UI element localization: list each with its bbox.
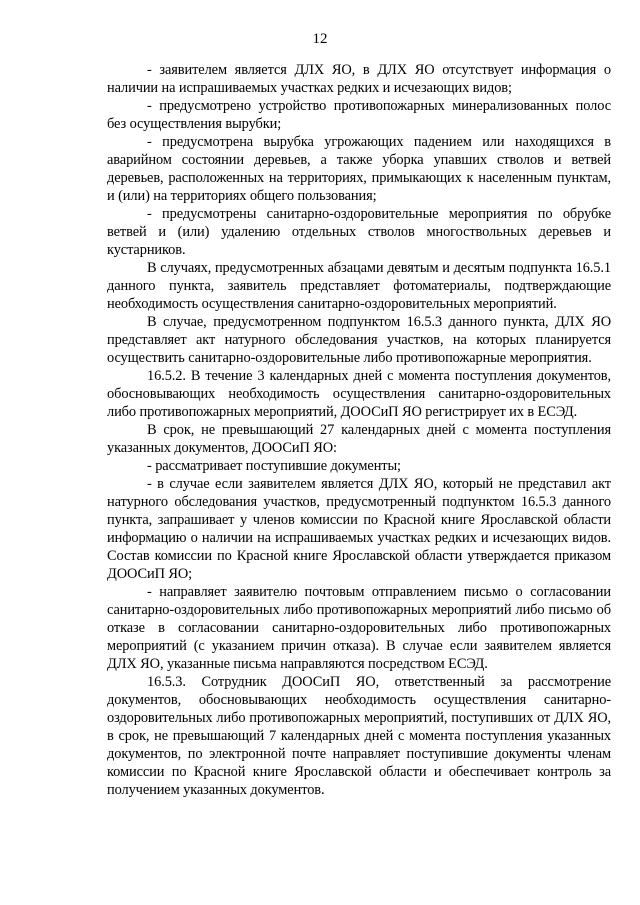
paragraph-7: 16.5.2. В течение 3 календарных дней с момента поступления документов, обосновывающих необходимость осуществления санитарно-оздоровительных либо противопожарных мероприятий, ДООСиП ЯО регистрирует их в ЕСЭД.	[107, 368, 611, 420]
paragraph-3: - предусмотрена вырубка угрожающих падением или находящихся в аварийном состоянии деревьев, а также уборка упавших стволов и ветвей деревьев, расположенных на территориях, примыкающих к населенным пунктам, и (или) на территориях общего пользования;	[107, 134, 611, 204]
paragraph-8: В срок, не превышающий 27 календарных дней с момента поступления указанных документов, ДООСиП ЯО:	[107, 422, 611, 456]
paragraph-6: В случае, предусмотренном подпунктом 16.5.3 данного пункта, ДЛХ ЯО представляет акт натурного обследования участков, на которых планируется осуществить санитарно-оздоровительные либо противопожарные мероприятия.	[107, 314, 611, 366]
paragraph-2: - предусмотрено устройство противопожарных минерализованных полос без осуществления вырубки;	[107, 98, 611, 132]
paragraph-5: В случаях, предусмотренных абзацами девятым и десятым подпункта 16.5.1 данного пункта, заявитель представляет фотоматериалы, подтверждающие необходимость осуществления санитарно-оздоровительных мероприятий.	[107, 260, 611, 312]
paragraph-12: 16.5.3. Сотрудник ДООСиП ЯО, ответственный за рассмотрение документов, обосновывающих необходимость осуществления санитарно-оздоровительных либо противопожарных мероприятий, поступивших от ДЛХ ЯО, в срок, не превышающий 7 календарных дней с момента поступления указанных документов, по электронной почте направляет поступившие документы членам комиссии по Красной книге Ярославской области и обеспечивает контроль за получением указанных документов.	[107, 674, 611, 798]
paragraph-10: - в случае если заявителем является ДЛХ ЯО, который не представил акт натурного обследования участков, предусмотренный подпунктом 16.5.3 данного пункта, запрашивает у членов комиссии по Красной книге Ярославской области информацию о наличии на испрашиваемых участках редких и исчезающих видов. Состав комиссии по Красной книге Ярославской области утверждается приказом ДООСиП ЯО;	[107, 476, 611, 582]
paragraph-9: - рассматривает поступившие документы;	[147, 458, 401, 474]
document-body	[107, 61, 611, 799]
paragraph-1: - заявителем является ДЛХ ЯО, в ДЛХ ЯО отсутствует информация о наличии на испрашиваемых участках редких и исчезающих видов;	[107, 62, 611, 96]
paragraph-11: - направляет заявителю почтовым отправлением письмо о согласовании санитарно-оздоровительных либо противопожарных мероприятий либо письмо об отказе в согласовании санитарно-оздоровительных либо противопожарных мероприятий (с указанием причин отказа). В случае если заявителем является ДЛХ ЯО, указанные письма направляются посредством ЕСЭД.	[107, 584, 611, 672]
page-number: 12	[312, 31, 328, 47]
paragraph-4: - предусмотрены санитарно-оздоровительные мероприятия по обрубке ветвей и (или) удалению отдельных стволов многоствольных деревьев и кустарников.	[107, 206, 611, 258]
